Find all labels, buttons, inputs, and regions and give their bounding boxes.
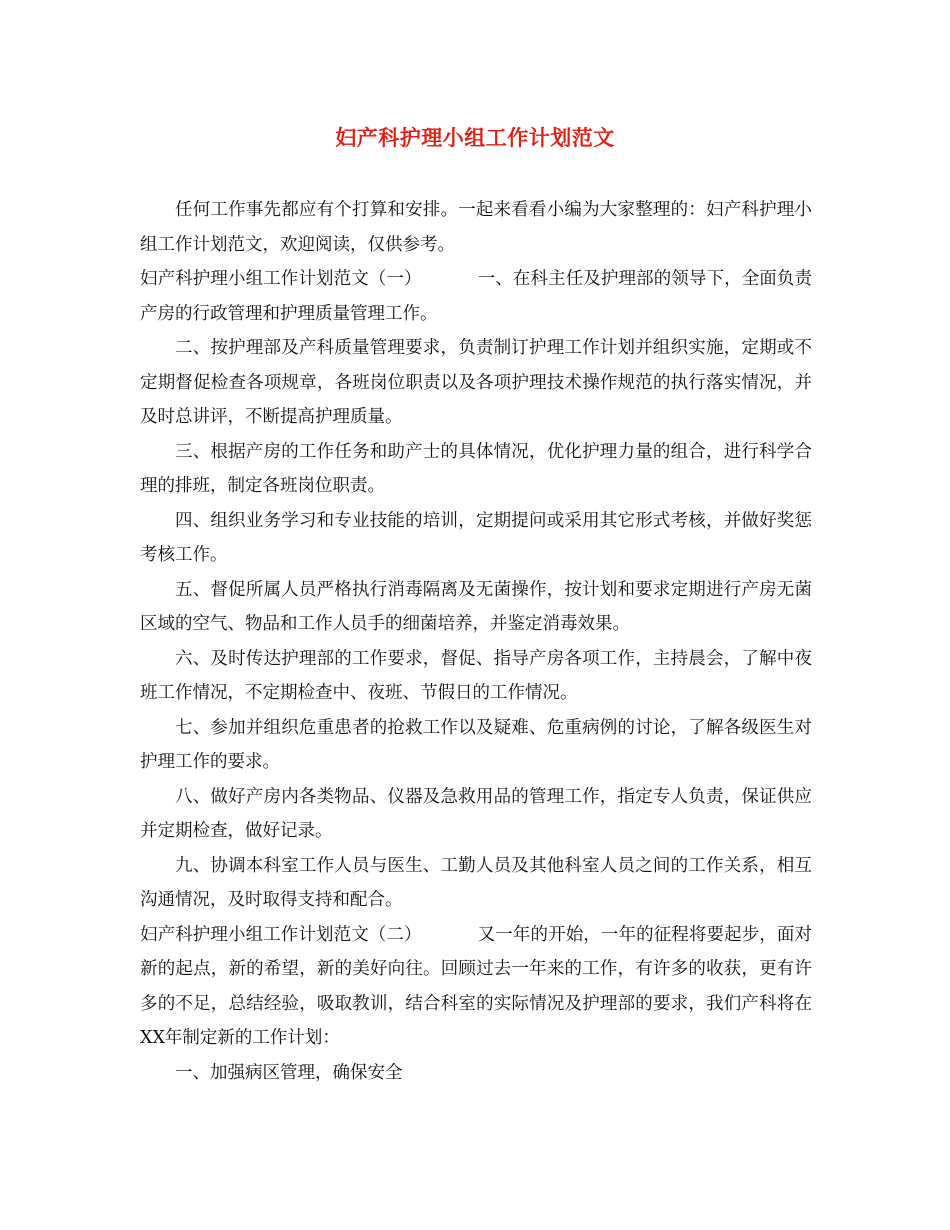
section-2-paragraph — [140, 918, 812, 1056]
section-1-item-7: 七、参加并组织危重患者的抢救工作以及疑难、危重病例的讨论，了解各级医生对护理工作的要求。 — [140, 717, 812, 772]
section-2-intro: 又一年的开始，一年的征程将要起步，面对新的起点，新的希望，新的美好向往。回顾过去一年来的工作，有许多的收获，更有许多的不足，总结经验，吸取教训，结合科室的实际情况及护理部的要求，我们产科将在XX年制定新的工作计划： — [140, 924, 813, 1048]
section-1-item-9: 九、协调本科室工作人员与医生、工勤人员及其他科室人员之间的工作关系，相互沟通情况，及时取得支持和配合。 — [140, 855, 812, 910]
section-1-item-6: 六、及时传达护理部的工作要求，督促、指导产房各项工作，主持晨会，了解中夜班工作情况，不定期检查中、夜班、节假日的工作情况。 — [140, 648, 812, 703]
document-body — [140, 193, 812, 1090]
section-1-item-8: 八、做好产房内各类物品、仪器及急救用品的管理工作，指定专人负责，保证供应并定期检查，做好记录。 — [140, 786, 812, 841]
section-2-heading: 妇产科护理小组工作计划范文（二） — [140, 924, 422, 945]
section-1-heading: 妇产科护理小组工作计划范文（一） — [140, 269, 422, 289]
section-2-item-1: 一、加强病区管理，确保安全 — [175, 1062, 403, 1083]
document-title: 妇产科护理小组工作计划范文 — [335, 125, 615, 150]
section-1-item-5: 五、督促所属人员严格执行消毒隔离及无菌操作，按计划和要求定期进行产房无菌区域的空气、物品和工作人员手的细菌培养，并鉴定消毒效果。 — [140, 579, 812, 634]
section-1-item-2: 二、按护理部及产科质量管理要求，负责制订护理工作计划并组织实施，定期或不定期督促检查各项规章，各班岗位职责以及各项护理技术操作规范的执行落实情况，并及时总讲评，不断提高护理质量。 — [140, 338, 812, 427]
section-1-item-3: 三、根据产房的工作任务和助产士的具体情况，优化护理力量的组合，进行科学合理的排班，制定各班岗位职责。 — [140, 441, 812, 496]
section-1-paragraph — [140, 262, 812, 331]
section-1-item-1: 一、在科主任及护理部的领导下，全面负责产房的行政管理和护理质量管理工作。 — [140, 269, 813, 324]
section-1-item-4: 四、组织业务学习和专业技能的培训，定期提问或采用其它形式考核，并做好奖惩考核工作。 — [140, 510, 812, 565]
intro-paragraph: 任何工作事先都应有个打算和安排。一起来看看小编为大家整理的：妇产科护理小组工作计划范文，欢迎阅读，仅供参考。 — [140, 200, 812, 255]
